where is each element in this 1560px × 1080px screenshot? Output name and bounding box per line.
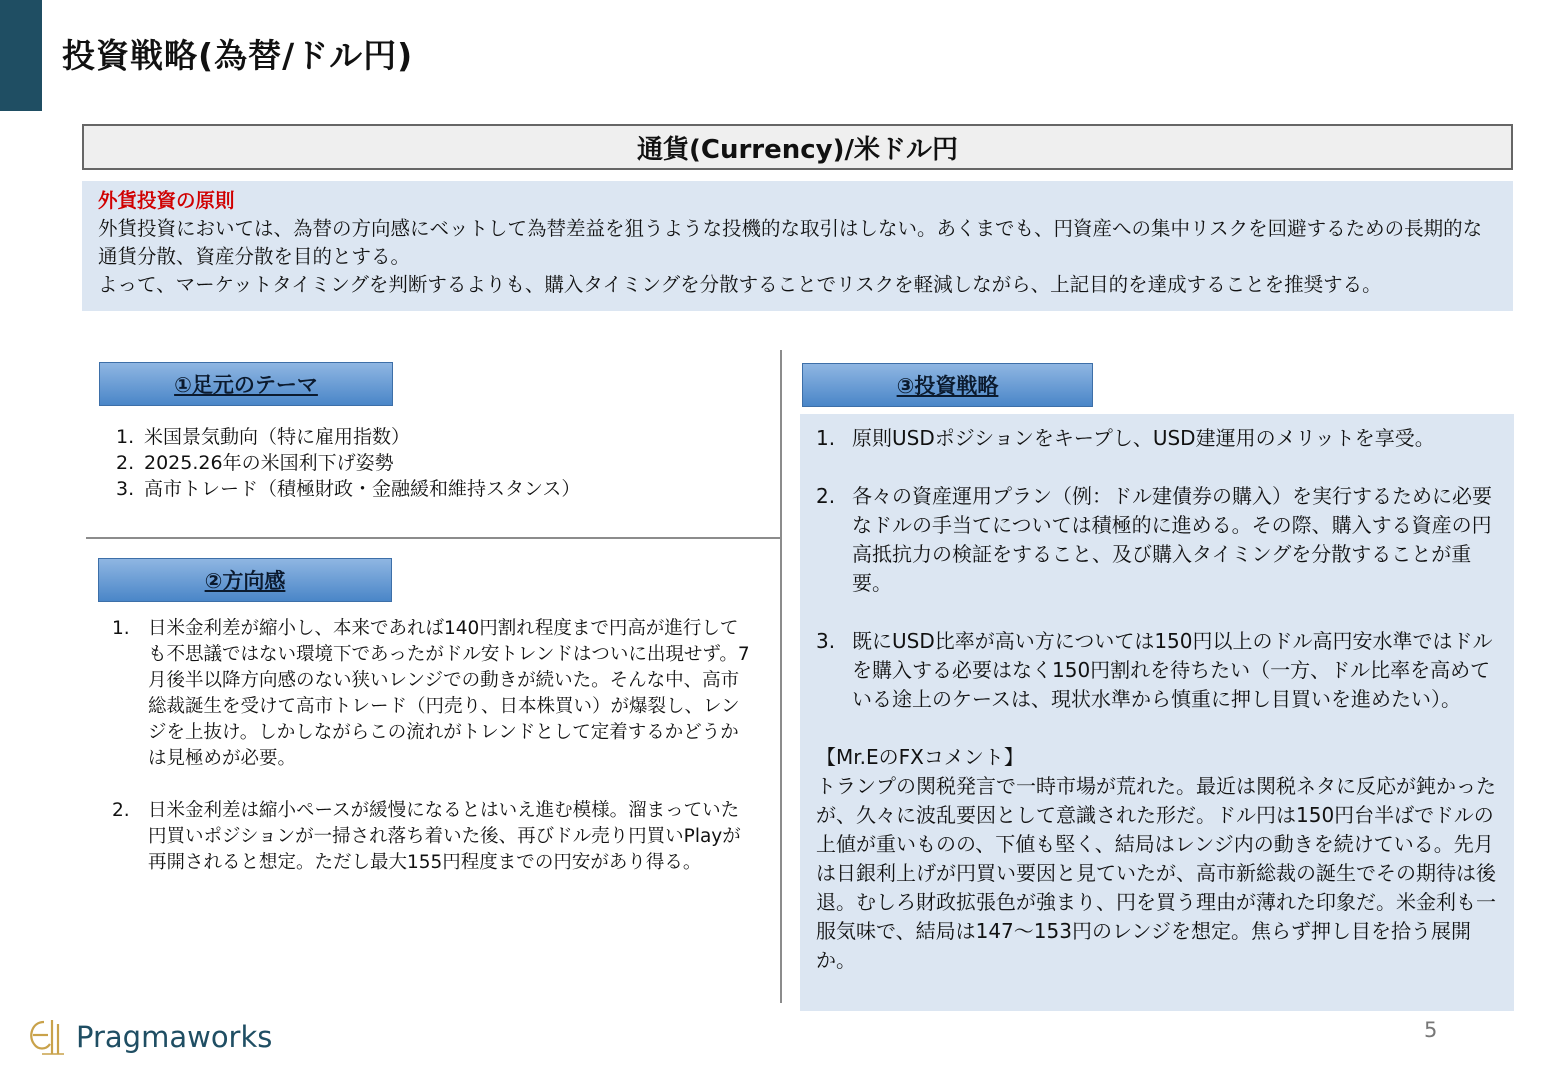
principle-text-1: 外貨投資においては、為替の方向感にベットして為替差益を狙うような投機的な取引はしない。あくまでも、円資産への集中リスクを回避するための長期的な通貨分散、資産分散を目的とする。: [98, 217, 1483, 268]
list-item: [816, 627, 1500, 714]
list-number: 2.: [816, 484, 836, 508]
list-number: 1.: [112, 618, 130, 639]
list-item: [116, 476, 580, 502]
logo-emblem-icon: [24, 1014, 70, 1060]
list-text: 2025.26年の米国利下げ姿勢: [144, 452, 394, 474]
direction-section-header: ②方向感: [98, 558, 392, 602]
list-text: 高市トレード（積極財政・金融緩和維持スタンス）: [144, 478, 581, 500]
list-number: 1.: [116, 426, 135, 448]
list-text: 米国景気動向（特に雇用指数）: [144, 426, 411, 448]
page-title: 投資戦略(為替/ドル円): [62, 36, 414, 75]
list-number: 2.: [116, 452, 135, 474]
fx-comment-text: トランプの関税発言で一時市場が荒れた。最近は関税ネタに反応が鈍かったが、久々に波乱要因として意識された形だ。ドル円は150円台半ばでドルの上値が重いものの、下値も堅く、結局はレンジ内の動きを続けている。先月は日銀利上げが円買い要因と見ていたが、高市新総裁の誕生でその期待は後退。むしろ財政拡張色が強まり、円を買う理由が薄れた印象だ。米金利も一服気味で、結局は147～153円のレンジを想定。焦らず押し目を拾う展開か。: [816, 774, 1496, 972]
company-logo: [24, 1014, 272, 1060]
strategy-list: [816, 424, 1500, 714]
list-text: 既にUSD比率が高い方については150円以上のドル高円安水準ではドルを購入する必要はなく150円割れを待ちたい（一方、ドル比率を高めている途上のケースは、現状水準から慎重に押し目買いを進めたい）。: [852, 629, 1493, 711]
list-text: 日米金利差が縮小し、本来であれば140円割れ程度まで円高が進行しても不思議ではない環境下であったがドル安トレンドはついに出現せず。7月後半以降方向感のない狭いレンジでの動きが続いた。そんな中、高市総裁誕生を受けて高市トレード（円売り、日本株買い）が爆裂し、レンジを上抜け。しかしながらこの流れがトレンドとして定着するかどうかは見極めが必要。: [148, 618, 750, 769]
list-text: 原則USDポジションをキープし、USD建運用のメリットを享受。: [852, 426, 1435, 450]
vertical-divider: [780, 350, 782, 1003]
fx-comment-title: 【Mr.EのFXコメント】: [816, 745, 1024, 769]
title-accent-bar: [0, 0, 42, 111]
list-item: [816, 482, 1500, 598]
currency-header: 通貨(Currency)/米ドル円: [82, 124, 1513, 170]
list-number: 1.: [816, 426, 836, 450]
list-text: 日米金利差は縮小ペースが緩慢になるとはいえ進む模様。溜まっていた円買いポジションが一掃され落ち着いた後、再びドル売り円買いPlayが再開されると想定。ただし最大155円程度までの円安があり得る。: [148, 800, 741, 873]
strategy-section-header: ③投資戦略: [802, 363, 1093, 407]
list-item: [112, 798, 752, 876]
list-item: [112, 616, 752, 772]
list-item: [116, 450, 580, 476]
list-item: [816, 424, 1500, 453]
logo-text: Pragmaworks: [76, 1020, 273, 1054]
list-text: 各々の資産運用プラン（例：ドル建債券の購入）を実行するために必要なドルの手当てについては積極的に進める。その際、購入する資産の円高抵抗力の検証をすること、及び購入タイミングを分散することが重要。: [852, 484, 1492, 595]
page-number: 5: [1424, 1018, 1438, 1042]
theme-list: [116, 424, 580, 502]
principle-text-2: よって、マーケットタイミングを判断するよりも、購入タイミングを分散することでリスクを軽減しながら、上記目的を達成することを推奨する。: [98, 273, 1382, 296]
list-item: [116, 424, 580, 450]
theme-section-header: ①足元のテーマ: [99, 362, 393, 406]
principle-box: [82, 181, 1513, 311]
direction-list: [112, 616, 752, 902]
strategy-box: [800, 414, 1514, 1011]
horizontal-divider: [86, 537, 782, 539]
list-number: 3.: [816, 629, 836, 653]
principle-title: 外貨投資の原則: [98, 189, 235, 212]
list-number: 2.: [112, 800, 130, 821]
list-number: 3.: [116, 478, 135, 500]
